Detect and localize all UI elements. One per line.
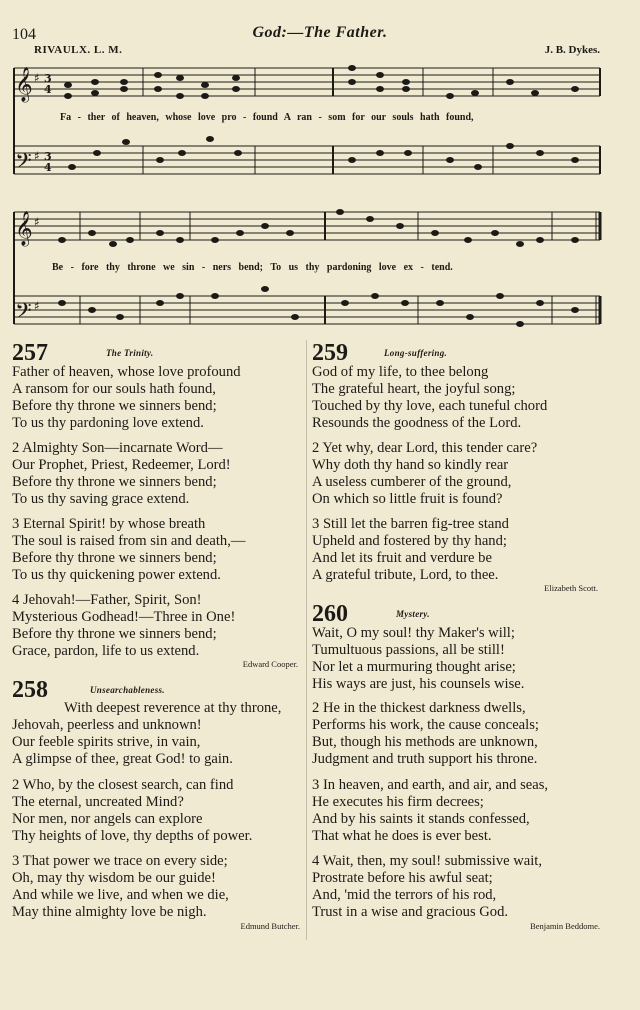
lyric-line-2: Be - fore thy throne we sin - ners bend; To us thy pardoning love ex - tend. (52, 262, 453, 273)
hymn-260-verse-3: 3 In heaven, and earth, and air, and seas, He executes his firm decrees; And by his saints it stands confessed, That what he does is ever best. (312, 777, 549, 845)
svg-text:♯: ♯ (34, 299, 40, 313)
hymn-259-verse-2: 2 Yet why, dear Lord, this tender care? Why doth thy hand so kindly rear A useless cumberer of the ground, On which so little fruit is found? (312, 440, 538, 508)
hymn-257-verse-4: 4 Jehovah!—Father, Spirit, Son! Mysterious Godhead!—Three in One! Before thy throne we sinners bend; Grace, pardon, life to us extend. (12, 592, 236, 660)
hymn-258-verse-2: 2 Who, by the closest search, can find The eternal, uncreated Mind? Nor men, nor angels can explore Thy heights of love, thy depths of power. (12, 777, 253, 845)
svg-text:𝄞: 𝄞 (15, 211, 33, 246)
hymn-259-author: Elizabeth Scott. (544, 583, 598, 593)
lyric-line-1: Fa - ther of heaven, whose love pro - found A ran - som for our souls hath found, (60, 112, 474, 123)
hymn-subject-260: Mystery. (396, 609, 430, 619)
bass-clef-icon: 𝄢 (15, 149, 32, 179)
hymn-259-verse-1: God of my life, to thee belong The grateful heart, the joyful song; Touched by thy love, each tuneful chord Resounds the goodness of the Lord. (312, 364, 548, 432)
hymn-260-author: Benjamin Beddome. (530, 921, 600, 931)
running-title: God:—The Father. (252, 24, 388, 41)
hymn-number-259: 259 (312, 340, 348, 366)
hymn-number-257: 257 (12, 340, 48, 366)
hymn-subject-257: The Trinity. (106, 348, 154, 358)
tune-composer: J. B. Dykes. (544, 44, 600, 56)
svg-text:4: 4 (44, 83, 52, 96)
column-divider (306, 340, 307, 940)
hymn-subject-258: Unsearchableness. (90, 685, 165, 695)
svg-text:𝄢: 𝄢 (15, 299, 32, 329)
hymn-257-verse-3: 3 Eternal Spirit! by whose breath The soul is raised from sin and death,— Before thy throne we sinners bend; To us thy quickening power extend. (12, 516, 246, 584)
treble-clef-icon: 𝄞 (15, 67, 33, 102)
tune-name: RIVAULX. L. M. (34, 44, 123, 56)
music-system-1 (0, 58, 640, 198)
hymn-258-verse-1: With deepest reverence at thy throne, Jehovah, peerless and unknown! Our feeble spirits strive, in vain, A glimpse of thee, great God! to gain. (12, 700, 282, 768)
svg-text:♯: ♯ (34, 71, 40, 85)
hymn-260-verse-1: Wait, O my soul! thy Maker's will; Tumultuous passions, all be still! Nor let a murmuring thought arise; His ways are just, his counsels wise. (312, 625, 525, 693)
hymn-260-verse-4: 4 Wait, then, my soul! submissive wait, Prostrate before his awful seat; And, 'mid the terrors of his rod, Trust in a wise and gracious God. (312, 853, 543, 921)
page-number: 104 (12, 26, 36, 43)
hymn-257-author: Edward Cooper. (242, 659, 298, 669)
svg-text:3: 3 (44, 72, 52, 85)
hymn-257-verse-1: Father of heaven, whose love profound A ransom for our souls hath found, Before thy throne we sinners bend; To us thy pardoning love extend. (12, 364, 241, 432)
hymn-subject-259: Long-suffering. (384, 348, 448, 358)
svg-text:♯: ♯ (34, 149, 40, 163)
svg-text:♯: ♯ (34, 215, 40, 229)
svg-text:4: 4 (44, 161, 52, 174)
hymn-259-verse-3: 3 Still let the barren fig-tree stand Upheld and fostered by thy hand; And let its fruit and verdure be A grateful tribute, Lord, to thee. (312, 516, 509, 584)
svg-text:3: 3 (44, 150, 52, 163)
hymn-number-260: 260 (312, 601, 348, 627)
hymn-260-verse-2: 2 He in the thickest darkness dwells, Performs his work, the cause conceals; But, though his methods are unknown, Judgment and truth support his throne. (312, 700, 539, 768)
hymn-number-258: 258 (12, 677, 48, 703)
hymn-257-verse-2: 2 Almighty Son—incarnate Word— Our Prophet, Priest, Redeemer, Lord! Before thy throne we sinners bend; To us thy saving grace extend. (12, 440, 231, 508)
hymn-258-author: Edmund Butcher. (240, 921, 300, 931)
hymn-258-verse-3: 3 That power we trace on every side; Oh, may thy wisdom be our guide! And while we live, and when we die, May thine almighty love be nigh. (12, 853, 229, 921)
